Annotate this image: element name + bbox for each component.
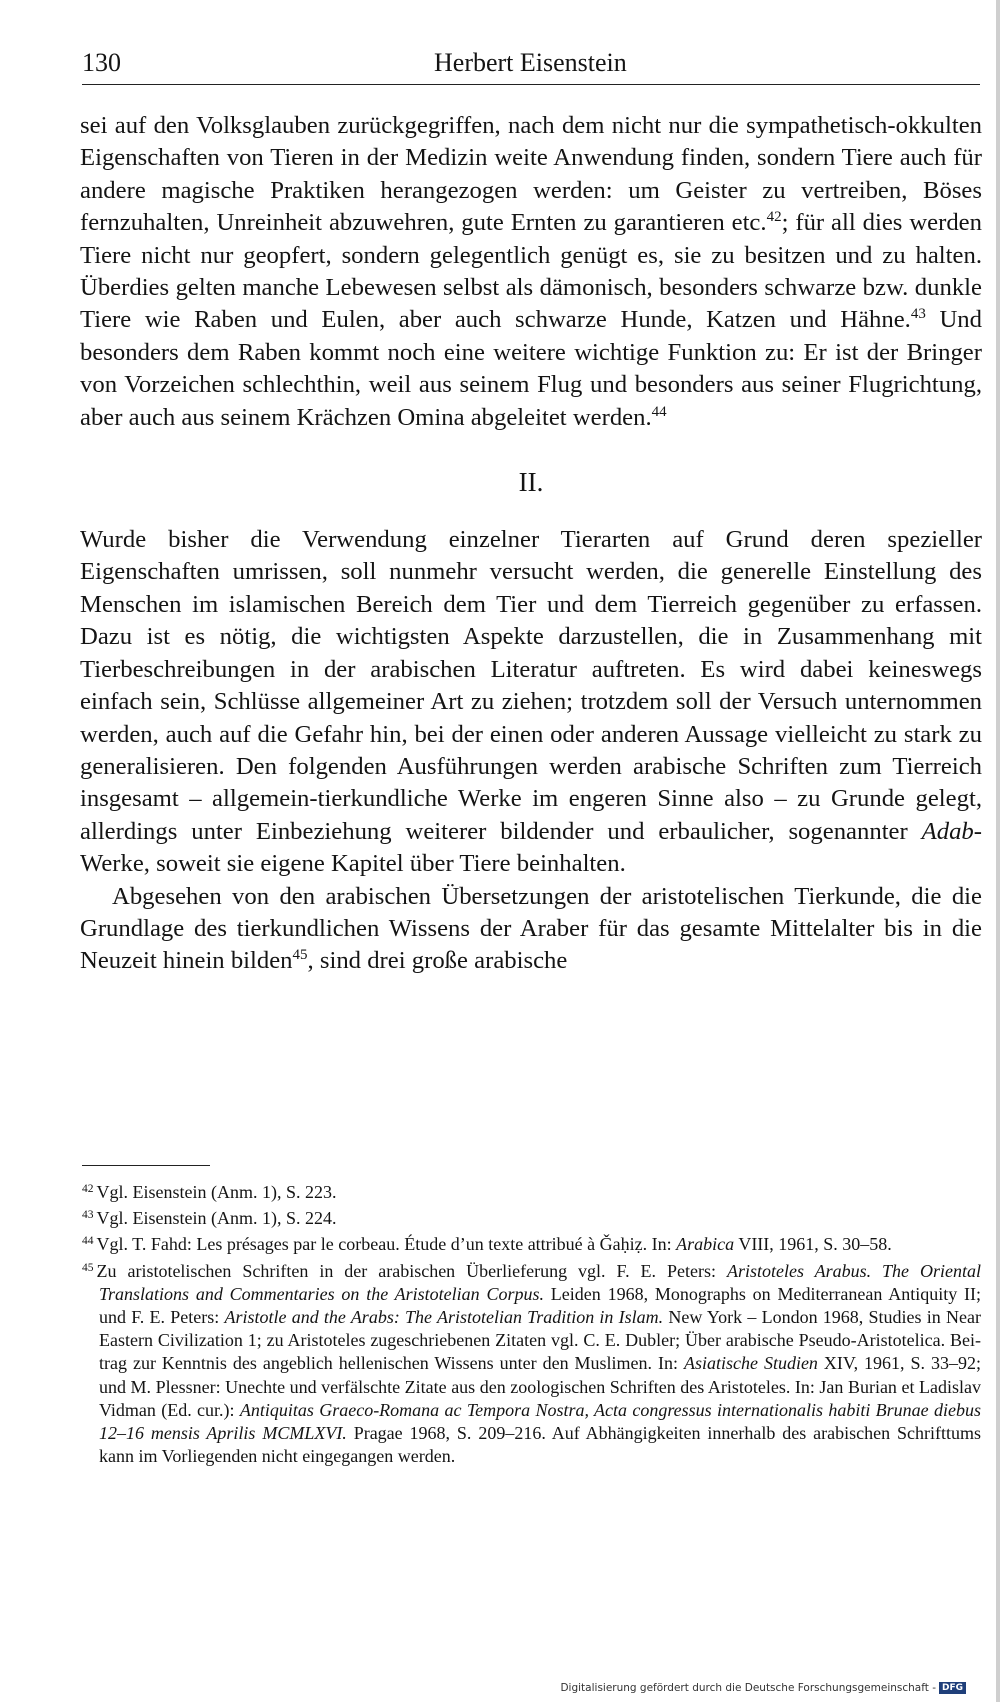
- text-run: ; für all dies werden Tiere nicht nur geopfert, sondern gelegentlich genügt es, sie zu besitzen und zu halten. Überdies gelten manche Lebewesen selbst als dämonisch, besonders schwarze bzw. dunkle Tiere wie Raben und Eulen, aber auch schwarze Hunde, Katzen und Hähne.: [80, 209, 982, 334]
- footnote-44: [82, 1230, 981, 1256]
- paragraph-1: [80, 110, 982, 434]
- footnote-text: [97, 1234, 892, 1254]
- text-run: Zu aristotelischen Schriften in der arabischen Überlieferung vgl. F. E. Peters:: [96, 1260, 727, 1281]
- running-head: Herbert Eisenstein: [434, 48, 627, 77]
- page-edge: [996, 0, 1000, 1702]
- text-run: Leiden 1968, Monographs on Mediterranean Antiquity II; und F. E. Peters:: [99, 1283, 981, 1328]
- footnote-ref: 43: [910, 306, 926, 323]
- text-run: , sind drei große arabische: [307, 947, 568, 975]
- italic-text: Antiquitas Graeco-Romana ac Tempora Nostra, Acta congressus internationalis habiti Brunae diebus 12–16 mensis Aprilis MCMLXVI.: [99, 1399, 981, 1444]
- footnote-number: 43: [82, 1209, 94, 1222]
- section-heading: II.: [518, 467, 544, 498]
- dfg-logo: DFG: [939, 1682, 966, 1694]
- footnote-text: [97, 1208, 337, 1228]
- text-run: VIII, 1961, S. 30–58.: [734, 1234, 892, 1255]
- italic-text: Adab: [921, 817, 974, 845]
- text-run: Abgesehen von den arabischen Übersetzungen der aristotelischen Tierkunde, die die Grundlage des tierkundlichen Wissens der Araber für das gesamte Mittelalter bis in die Neuzeit hinein bilden: [80, 882, 982, 975]
- text-run: Vgl. Eisenstein (Anm. 1), S. 224.: [96, 1208, 337, 1229]
- page-header: [82, 44, 980, 85]
- footnote-text: [97, 1261, 982, 1467]
- text-run: sei auf den Volksglauben zurückgegriffen, nach dem nicht nur die sympathetisch-okkulten Eigenschaften von Tieren in der Medizin weite Anwendung finden, sondern Tiere auch für andere magische Praktiken herangezogen werden: um Geister zu vertreiben, Böses fernzuhalten, Unreinheit abzuwehren, gute Ernten zu garantieren etc.: [80, 112, 982, 237]
- footnote-45: [82, 1257, 981, 1469]
- italic-text: Aristotle and the Arabs: The Aristotelian Tradition in Islam.: [224, 1307, 664, 1328]
- text-run: New York – London 1968, Studies in Near Eastern Civilization 1; zu Aristoteles zugeschriebenen Zitaten vgl. C. E. Dubler; Über arabische Pseudo-Aristotelica. Beitrag zur Kenntnis des angeblich hellenischen Wissens unter den Muslimen. In:: [99, 1307, 981, 1374]
- text-run: Pragae 1968, S. 209–216. Auf Abhängigkeiten innerhalb des arabischen Schrifttums kann im Vorliegenden nicht eingegangen werden.: [99, 1423, 981, 1467]
- footnotes: [82, 1178, 981, 1468]
- text-run: Vgl. T. Fahd: Les présages par le corbeau. Étude d’un texte attribué à Ǧaḥiẓ. In:: [96, 1234, 677, 1255]
- text-run: Und besonders dem Raben kommt noch eine weitere wichtige Funktion zu: Er ist der Bringer von Vorzeichen schlechthin, weil aus seinem Flug und besonders aus seiner Flugrichtung, aber auch aus seinem Krächzen Omina abgeleitet werden.: [80, 306, 982, 431]
- text-run: -Werke, soweit sie eigene Kapitel über Tiere beinhalten.: [80, 817, 982, 878]
- italic-text: Aristoteles Arabus. The Oriental Translations and Commentaries on the Aristotelian Corpus.: [99, 1260, 982, 1304]
- footnote-number: 42: [82, 1183, 94, 1195]
- footnote-ref: 44: [651, 403, 667, 420]
- footnote-number: 45: [82, 1261, 94, 1274]
- footnote-ref: 45: [292, 947, 308, 964]
- footnote-number: 44: [82, 1235, 94, 1248]
- italic-text: Asiatische Studien: [683, 1353, 818, 1374]
- footnote-ref: 42: [766, 208, 782, 225]
- paragraph-3: [80, 881, 982, 978]
- main-text: [80, 110, 982, 978]
- credit-text: Digitalisierung gefördert durch die Deutsche Forschungsgemeinschaft -: [560, 1682, 936, 1694]
- footnote-separator: [82, 1165, 210, 1166]
- paragraph-2: [80, 524, 982, 880]
- footnote-42: [82, 1178, 981, 1204]
- footnote-text: [97, 1182, 337, 1202]
- digitization-credit: [560, 1682, 966, 1694]
- page-number: 130: [82, 48, 121, 77]
- footnote-43: [82, 1204, 981, 1230]
- text-run: Vgl. Eisenstein (Anm. 1), S. 223.: [96, 1182, 337, 1202]
- text-run: XIV, 1961, S. 33–92; und M. Plessner: Unechte und verfälschte Zitate aus den zoologischen Schriften des Aristoteles. In: Jan Burian et Ladislav Vidman (Ed. cur.):: [99, 1353, 981, 1420]
- italic-text: Arabica: [676, 1234, 735, 1255]
- text-run: Wurde bisher die Verwendung einzelner Tierarten auf Grund deren spezieller Eigenschaften umrissen, soll nunmehr versucht werden, die generelle Einstellung des Menschen im islamischen Bereich dem Tier und dem Tierreich gegenüber zu erfassen. Dazu ist es nötig, die wichtigsten Aspekte darzustellen, die in Zusammenhang mit Tierbeschreibungen in der arabischen Literatur auftreten. Es wird dabei keineswegs einfach sein, Schlüsse allgemeiner Art zu ziehen; trotzdem soll der Versuch unternommen werden, auch auf die Gefahr hin, bei der einen oder anderen Aussage vielleicht zu stark zu generalisieren. Den folgenden Ausführungen werden arabische Schriften zum Tierreich insgesamt – allgemein-tierkundliche Werke im engeren Sinne also – zu Grunde gelegt, allerdings unter Einbeziehung weiterer bildender und erbaulicher, sogenannter: [80, 526, 982, 845]
